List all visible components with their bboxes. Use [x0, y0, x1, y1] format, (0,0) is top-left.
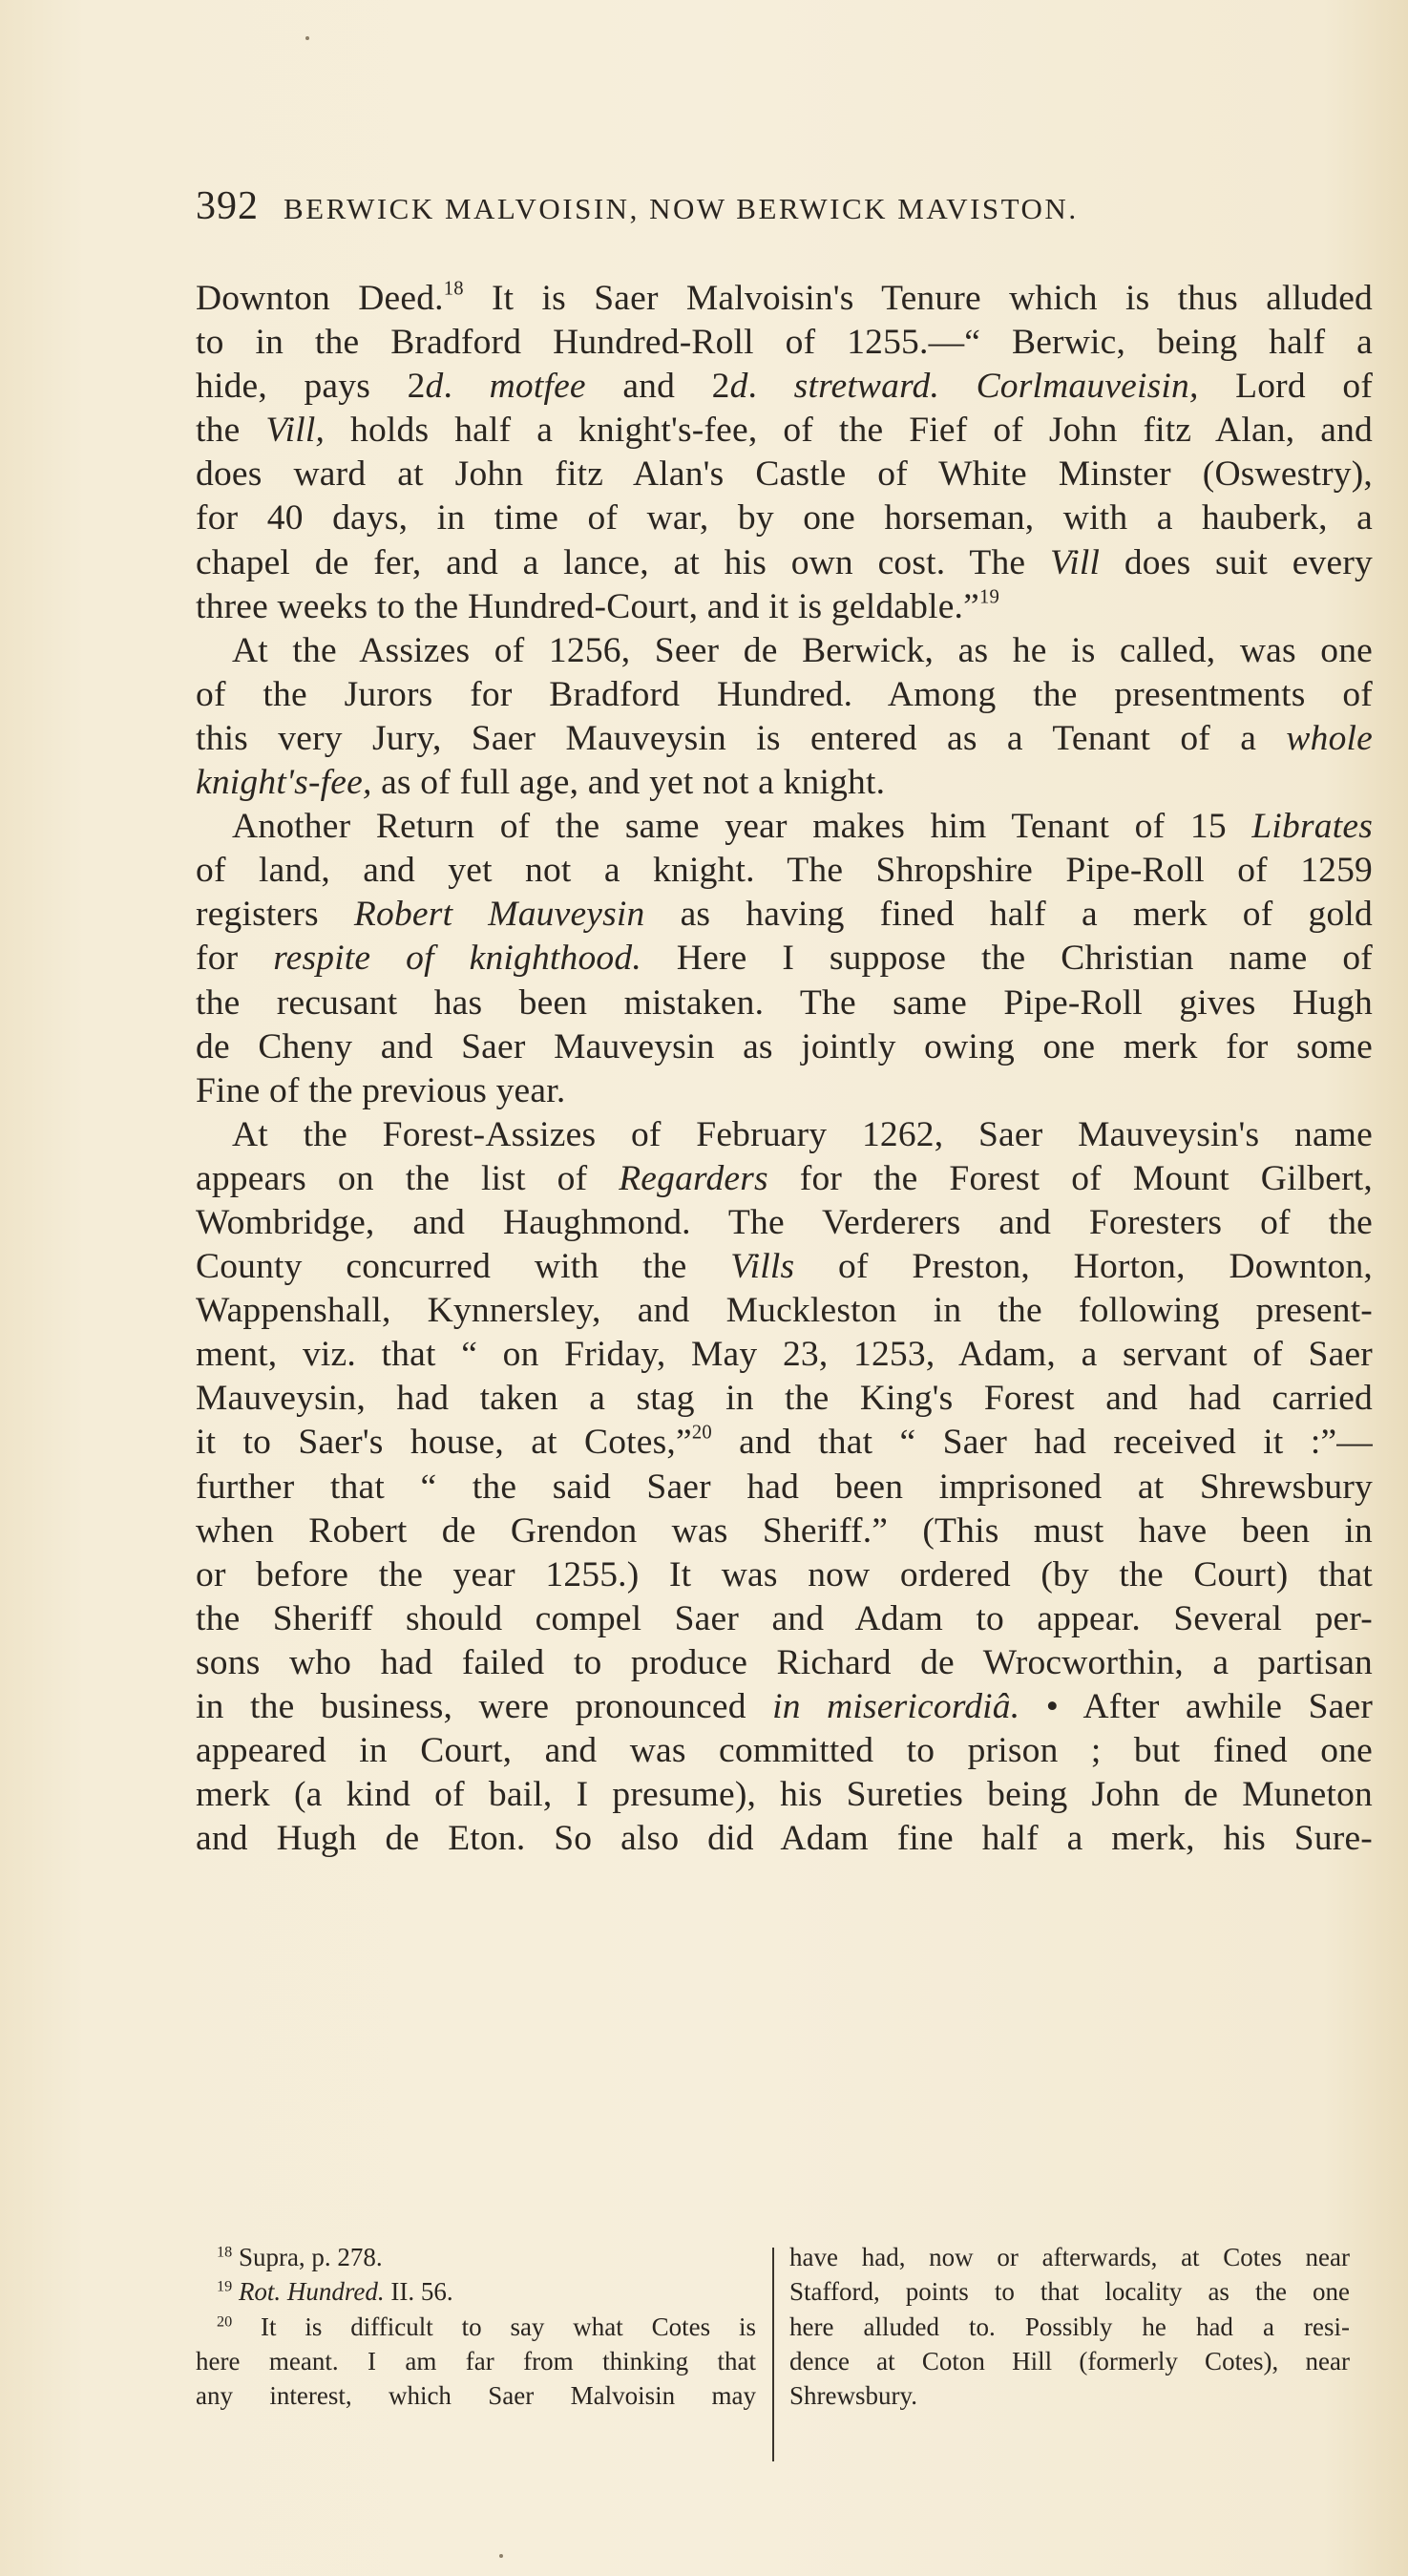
body-line: it to Saer's house, at Cotes,”$^{20}$ and that “ Saer had received it :”— — [196, 1422, 1373, 1463]
column-rule — [772, 2248, 774, 2461]
body-line — [196, 277, 1373, 321]
body-line: ment, viz. that “ on Friday, May 23, 1253, Adam, a servant of Saer — [196, 1335, 1373, 1375]
running-header — [196, 183, 1231, 229]
body-line: the Vill, holds half a knight's-fee, of the Fief of John fitz Alan, and — [196, 411, 1373, 451]
body-line: for respite of knighthood. Here I suppose the Christian name of — [196, 939, 1373, 979]
body-line: hide, pays 2d. motfee and 2d. stretward. Corlmauveisin, Lord of — [196, 367, 1374, 407]
footnote-line: have had, now or afterwards, at Cotes near — [789, 2243, 1350, 2271]
body-line: appears on the list of Regarders for the Forest of Mount Gilbert, — [196, 1158, 1373, 1198]
footnote-line: here meant. I am far from thinking that — [196, 2346, 756, 2375]
body-line: At the Forest-Assizes of February 1262, Saer Mauveysin's name — [232, 1114, 1373, 1154]
footnote-19: $^{19}$ Rot. Hundred. II. 56. — [217, 2277, 453, 2307]
footnote-ref-18: 18 — [443, 278, 464, 300]
footnote-20: $^{20}$ It is difficult to say what Cotes is — [217, 2312, 756, 2341]
paper-speck — [499, 2554, 503, 2558]
footnotes-right-column — [789, 2240, 1350, 2413]
body-line: knight's-fee, as of full age, and yet not a knight. — [196, 763, 886, 803]
paper-speck — [305, 36, 309, 40]
body-line: and Hugh de Eton. So also did Adam fine half a merk, his Sure- — [196, 1819, 1373, 1859]
body-line: Wombridge, and Haughmond. The Verderers and Foresters of the — [196, 1202, 1373, 1242]
body-line: the recusant has been mistaken. The same Pipe-Roll gives Hugh — [196, 982, 1373, 1023]
footnote-line: any interest, which Saer Malvoisin may — [196, 2381, 756, 2411]
footnote-line: Stafford, points to that locality as the one — [789, 2277, 1350, 2307]
body-line: At the Assizes of 1256, Seer de Berwick, as he is called, was one — [232, 630, 1373, 670]
page-number: 392 — [196, 184, 259, 228]
footnote-ref-19: 19 — [978, 586, 999, 608]
body-line: Wappenshall, Kynnersley, and Muckleston in the following present- — [196, 1291, 1373, 1331]
body-line: when Robert de Grendon was Sheriff.” (This must have been in — [196, 1510, 1373, 1551]
body-line: this very Jury, Saer Mauveysin is entered as a Tenant of a whole — [196, 718, 1373, 758]
running-title: BERWICK MALVOISIN, NOW BERWICK MAVISTON. — [284, 192, 1079, 225]
body-line: of land, and yet not a knight. The Shropshire Pipe-Roll of 1259 — [196, 851, 1373, 891]
body-line: merk (a kind of bail, I presume), his Sureties being John de Muneton — [196, 1775, 1373, 1815]
body-line: Another Return of the same year makes him Tenant of 15 Librates — [232, 807, 1373, 847]
body-line: de Cheny and Saer Mauveysin as jointly owing one merk for some — [196, 1026, 1373, 1066]
footnotes-left-column — [196, 2240, 756, 2413]
body-line: chapel de fer, and a lance, at his own cost. The Vill does suit every — [196, 542, 1373, 582]
footnote-line: Shrewsbury. — [789, 2381, 917, 2411]
body-line: or before the year 1255.) It was now ordered (by the Court) that — [196, 1554, 1373, 1594]
body-line: registers Robert Mauveysin as having fined half a merk of gold — [196, 895, 1373, 935]
body-line: appeared in Court, and was committed to prison ; but fined one — [196, 1731, 1373, 1771]
footnote-line: here alluded to. Possibly he had a resi- — [789, 2312, 1350, 2341]
footnote-ref-20: 20 — [691, 1422, 712, 1444]
body-line: three weeks to the Hundred-Court, and it is geldable.”$^{19}$ — [196, 586, 999, 626]
text-run: Downton Deed. — [196, 279, 444, 318]
body-line: Mauveysin, had taken a stag in the King's Forest and had carried — [196, 1379, 1373, 1419]
body-line: County concurred with the Vills of Preston, Horton, Downton, — [196, 1247, 1373, 1287]
body-line: of the Jurors for Bradford Hundred. Among the presentments of — [196, 674, 1373, 714]
footnote-18: $^{18}$ Supra, p. 278. — [217, 2243, 383, 2271]
footnote-line: dence at Coton Hill (formerly Cotes), near — [789, 2346, 1350, 2375]
footnotes — [196, 2240, 1373, 2450]
body-line: in the business, were pronounced in misericordiâ. • After awhile Saer — [196, 1687, 1374, 1726]
body-line: the Sheriff should compel Saer and Adam to appear. Several per- — [196, 1598, 1373, 1638]
body-line: to in the Bradford Hundred-Roll of 1255.—“ Berwic, being half a — [196, 323, 1373, 363]
body-line: sons who had failed to produce Richard de Wrocworthin, a partisan — [196, 1642, 1373, 1682]
body-line: for 40 days, in time of war, by one horseman, with a hauberk, a — [196, 498, 1373, 538]
body-line: does ward at John fitz Alan's Castle of White Minster (Oswestry), — [196, 454, 1373, 495]
body-text — [196, 277, 1373, 1861]
text-run: It is Saer Malvoisin's Tenure which is thus alluded — [463, 279, 1373, 318]
body-line: further that “ the said Saer had been imprisoned at Shrewsbury — [196, 1467, 1373, 1507]
body-line: Fine of the previous year. — [196, 1070, 566, 1110]
